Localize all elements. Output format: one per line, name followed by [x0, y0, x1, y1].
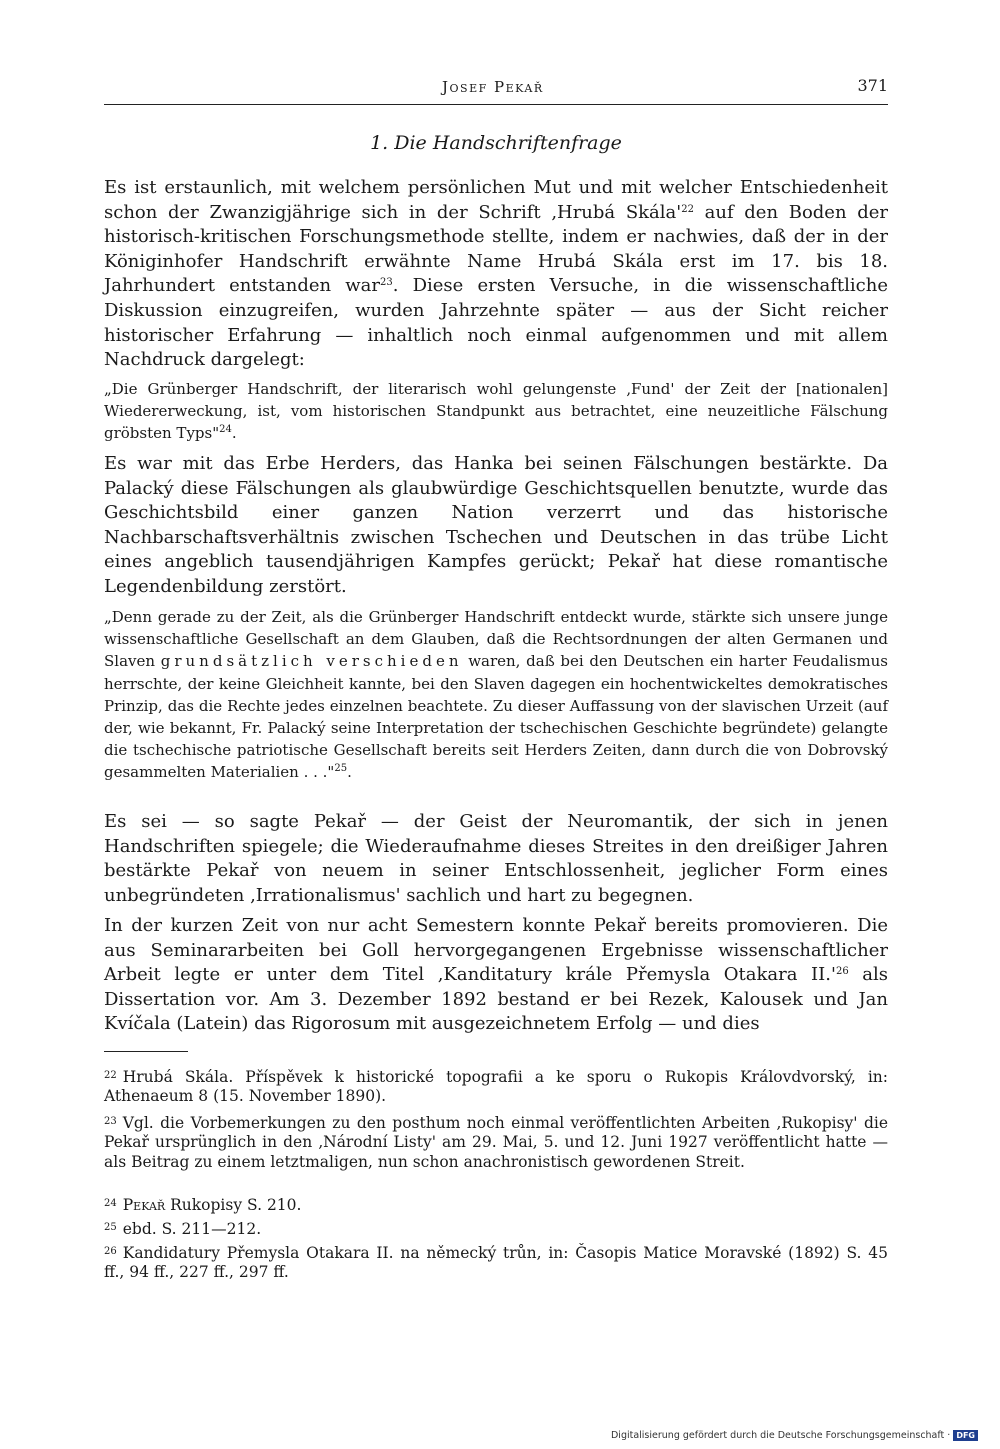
- dfg-logo: DFG: [953, 1430, 978, 1441]
- footnote-26: [104, 1242, 888, 1283]
- digitization-credit: [611, 1430, 978, 1441]
- paragraph-text: . Diese ersten Versuche, in die wissenschaftliche Diskussion einzugreifen, wurden Jahrzehnte später — aus der Sicht reicher historischer Erfahrung — inhaltlich noch einmal aufgenommen und mit allem Nachdruck dargelegt:: [104, 275, 888, 371]
- quote-text: „Die Grünberger Handschrift, der literarisch wohl gelungenste ‚Fund' der Zeit der [nationalen] Wiedererweckung, ist, vom historischen Standpunkt aus betrachtet, eine neuzeitliche Fälschung gröbsten Typs": [104, 380, 888, 443]
- footnote-number: 22: [104, 1070, 117, 1081]
- paragraph-text: auf den Boden der historisch-kritischen Forschungsmethode stellte, indem er nachwies, daß der in der Königinhofer Handschrift erwähnte Name Hrubá Skála erst im 17. bis 18. Jahrhundert entstanden war: [104, 201, 888, 297]
- footnote-22: [104, 1066, 888, 1107]
- quote-text: „Denn gerade zu der Zeit, als die Grünberger Handschrift entdeckt wurde, stärkte sich unsere junge wissenschaftliche Gesellschaft an dem Glauben, daß die Rechtsordnungen der alten Germanen und Slaven: [104, 608, 888, 671]
- author-name: Pekař: [122, 1196, 166, 1214]
- footnote-ref: 25: [334, 763, 348, 775]
- paragraph-2: Es war mit das Erbe Herders, das Hanka bei seinen Fälschungen bestärkte. Da Palacký diese Fälschungen als glaubwürdige Geschichtsquellen benutzte, wurde das Geschichtsbild einer ganzen Nation verzerrt und das historische Nachbarschaftsverhältnis zwischen Tschechen und Deutschen in das trübe Licht eines angeblich tausendjährigen Kampfes gerückt; Pekař hat diese romantische Legendenbildung zerstört.: [104, 453, 888, 597]
- footnote-text: Rukopisy S. 210.: [165, 1196, 302, 1214]
- spaced-emphasis: grundsätzlich verschieden: [160, 652, 463, 671]
- block-quote-1: [104, 378, 888, 445]
- paragraph-text: Es ist erstaunlich, mit welchem persönlichen Mut und mit welcher Entschiedenheit schon der Zwanzigjährige sich in der Schrift ‚Hrubá Skála': [104, 177, 888, 223]
- credit-text: Digitalisierung gefördert durch die Deutsche Forschungsgemeinschaft ·: [610, 1430, 951, 1441]
- section-title: 1. Die Handschriftenfrage: [370, 132, 622, 154]
- footnote-23: [104, 1112, 888, 1172]
- footnote-number: 26: [104, 1246, 117, 1257]
- footnote-text: Vgl. die Vorbemerkungen zu den posthum noch einmal veröffentlichten Arbeiten ‚Rukopisy' die Pekař ursprünglich in den ‚Národní Listy' am 29. Mai, 5. und 12. Juni 1927 veröffentlicht hatte — als Beitrag zu einem letztmaligen, nun schon anachronistisch gewordenen Streit.: [104, 1114, 888, 1171]
- footnote-ref: 26: [835, 966, 849, 978]
- page-number: 371: [857, 76, 888, 95]
- paragraph-3: Es sei — so sagte Pekař — der Geist der Neuromantik, der sich in jenen Handschriften spiegele; die Wiederaufnahme dieses Streites in den dreißiger Jahren bestärkte Pekař von neuem in seiner Entschlossenheit, jeglicher Form eines unbegründeten ‚Irrationalismus' sachlich und hart zu begegnen.: [104, 811, 888, 906]
- page-header: [104, 74, 888, 105]
- footnote-text: Hrubá Skála. Příspěvek k historické topografii a ke sporu o Rukopis Královdvorský, in: Athenaeum 8 (15. November 1890).: [104, 1068, 888, 1106]
- footnote-divider: [104, 1051, 188, 1052]
- footnote-24: [104, 1194, 888, 1215]
- quote-text: waren, daß bei den Deutschen ein harter Feudalismus herrschte, der keine Gleichheit kannte, bei den Slaven dagegen ein hochentwickeltes demokratisches Prinzip, das die Rechte jedes einzelnen beachtete. Zu dieser Auffassung von der slavischen Urzeit (auf der, wie bekannt, Fr. Palacký seine Interpretation der tschechischen Geschichte begründete) gelangte die tschechische patriotische Gesellschaft bereits seit Herders Zeiten, dann durch die von Dobrovský gesammelten Materialien . . .": [104, 652, 888, 782]
- footnote-text: Kandidatury Přemysla Otakara II. na německý trůn, in: Časopis Matice Moravské (1892) S. 45 ff., 94 ff., 227 ff., 297 ff.: [104, 1244, 888, 1282]
- footnote-ref: 24: [219, 424, 232, 436]
- footnote-number: 25: [104, 1222, 117, 1233]
- quote-text: .: [231, 424, 237, 443]
- quote-text: .: [347, 763, 352, 782]
- block-quote-2: [104, 606, 888, 784]
- paragraph-4: [104, 914, 888, 1037]
- paragraph-text: In der kurzen Zeit von nur acht Semestern konnte Pekař bereits promovieren. Die aus Seminararbeiten bei Goll hervorgegangenen Ergebnisse wissenschaftlicher Arbeit legte er unter dem Titel ‚Kanditatury krále Přemysla Otakara II.': [104, 915, 888, 986]
- footnote-ref: 22: [681, 203, 694, 215]
- footnote-25: [104, 1218, 888, 1239]
- running-head: Josef Pekař: [442, 78, 544, 96]
- footnote-text: ebd. S. 211—212.: [122, 1220, 262, 1238]
- footnote-number: 24: [104, 1198, 117, 1209]
- footnote-number: 23: [104, 1116, 117, 1127]
- footnote-ref: 23: [380, 277, 393, 289]
- paragraph-1: [104, 176, 888, 373]
- paragraph-text: als Dissertation vor. Am 3. Dezember 1892 bestand er bei Rezek, Kalousek und Jan Kvíčala (Latein) das Rigorosum mit ausgezeichnetem Erfolg — und dies: [104, 964, 888, 1035]
